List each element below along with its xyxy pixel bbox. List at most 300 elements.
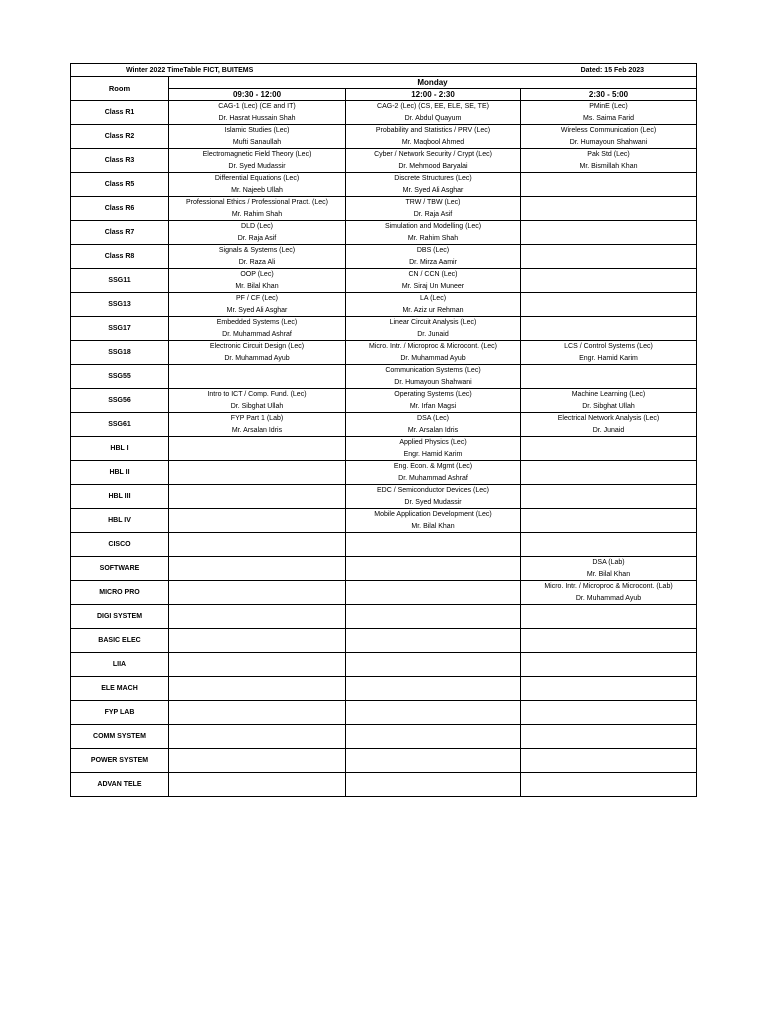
instructor-name: Mr. Bilal Khan (586, 570, 631, 578)
room-name: LIIA (71, 653, 169, 677)
slot-header-2: 12:00 - 2:30 (346, 89, 521, 101)
course-name: LCS / Control Systems (Lec) (564, 343, 653, 350)
instructor-name (521, 689, 696, 701)
course-name: Simulation and Modelling (Lec) (384, 223, 482, 230)
instructor-name (521, 617, 696, 629)
course-name: Professional Ethics / Professional Pract. (Lec) (185, 199, 328, 206)
room-name: SSG13 (71, 293, 169, 317)
course-name: TRW / TBW (Lec) (405, 199, 461, 206)
course-name (521, 293, 696, 305)
schedule-cell (169, 197, 346, 221)
instructor-name: Dr. Mirza Aamir (409, 258, 457, 266)
instructor-name: Mr. Arsalan Idris (407, 426, 459, 434)
instructor-name: Mufti Sanaullah (232, 138, 282, 146)
schedule-cell (169, 581, 346, 605)
table-row (71, 485, 697, 509)
table-row (71, 461, 697, 485)
schedule-cell (169, 341, 346, 365)
slot-header-3: 2:30 - 5:00 (521, 89, 697, 101)
room-column-header: Room (71, 77, 169, 101)
room-name: HBL II (71, 461, 169, 485)
day-header: Monday (169, 77, 697, 89)
schedule-cell (521, 413, 697, 437)
course-name (521, 365, 696, 377)
room-name: HBL I (71, 437, 169, 461)
instructor-name (169, 641, 345, 653)
schedule-cell (521, 269, 697, 293)
instructor-name (169, 713, 345, 725)
schedule-cell (346, 701, 521, 725)
instructor-name (169, 545, 345, 557)
course-name (169, 365, 345, 377)
course-name (169, 749, 345, 761)
instructor-name (521, 185, 696, 197)
instructor-name (521, 665, 696, 677)
schedule-cell (521, 749, 697, 773)
room-name: Class R8 (71, 245, 169, 269)
course-name: CAG-2 (Lec) (CS, EE, ELE, SE, TE) (377, 103, 489, 110)
table-row (71, 581, 697, 605)
room-name: HBL III (71, 485, 169, 509)
table-row (71, 653, 697, 677)
schedule-cell (169, 725, 346, 749)
schedule-cell (169, 293, 346, 317)
instructor-name (169, 497, 345, 509)
table-row (71, 677, 697, 701)
table-row (71, 509, 697, 533)
schedule-cell (169, 317, 346, 341)
instructor-name: Mr. Rahim Shah (231, 210, 283, 218)
instructor-name (169, 521, 345, 533)
table-row (71, 389, 697, 413)
room-name: Class R6 (71, 197, 169, 221)
instructor-name: Mr. Bilal Khan (411, 522, 455, 530)
course-name: Embedded Systems (Lec) (216, 319, 298, 326)
instructor-name (169, 449, 345, 461)
instructor-name: Mr. Aziz ur Rehman (402, 306, 464, 314)
room-name: SSG61 (71, 413, 169, 437)
schedule-cell (346, 317, 521, 341)
course-name: Cyber / Network Security / Crypt (Lec) (374, 151, 492, 158)
schedule-cell (169, 533, 346, 557)
course-name (169, 485, 345, 497)
course-name: DLD (Lec) (241, 223, 273, 230)
course-name: PF / CF (Lec) (235, 295, 278, 302)
schedule-cell (521, 629, 697, 653)
course-name (521, 173, 696, 185)
schedule-cell (169, 485, 346, 509)
instructor-name (521, 713, 696, 725)
instructor-name: Dr. Junaid (417, 330, 449, 338)
course-name (169, 533, 345, 545)
room-name: CISCO (71, 533, 169, 557)
course-name (521, 221, 696, 233)
slot-header-1: 09:30 - 12:00 (169, 89, 346, 101)
instructor-name (521, 497, 696, 509)
schedule-cell (521, 509, 697, 533)
schedule-cell (346, 101, 521, 125)
schedule-cell (169, 101, 346, 125)
schedule-cell (521, 653, 697, 677)
course-name: DBS (Lec) (416, 247, 450, 254)
course-name: Signals & Systems (Lec) (218, 247, 296, 254)
course-name: DSA (Lec) (417, 415, 449, 422)
instructor-name: Dr. Raja Asif (237, 234, 277, 242)
course-name: DSA (Lab) (592, 559, 625, 566)
table-row (71, 605, 697, 629)
timetable-sheet (70, 63, 696, 797)
schedule-cell (346, 413, 521, 437)
instructor-name: Dr. Muhammad Ayub (400, 354, 466, 362)
instructor-name (521, 233, 696, 245)
schedule-cell (169, 749, 346, 773)
schedule-cell (521, 485, 697, 509)
course-name (521, 509, 696, 521)
course-name: Wireless Communication (Lec) (560, 127, 657, 134)
instructor-name: Dr. Abdul Quayum (404, 114, 462, 122)
instructor-name (521, 641, 696, 653)
instructor-name: Mr. Bilal Khan (235, 282, 279, 290)
room-name: COMM SYSTEM (71, 725, 169, 749)
instructor-name: Dr. Muhammad Ashraf (398, 474, 468, 482)
instructor-name: Dr. Raza Ali (238, 258, 276, 266)
table-row (71, 101, 697, 125)
course-name (521, 245, 696, 257)
course-name (521, 749, 696, 761)
table-row (71, 701, 697, 725)
table-row (71, 437, 697, 461)
instructor-name (346, 665, 520, 677)
instructor-name: Dr. Sibghat Ullah (230, 402, 284, 410)
course-name: Discrete Structures (Lec) (394, 175, 472, 182)
instructor-name (169, 737, 345, 749)
course-name: Machine Learning (Lec) (571, 391, 646, 398)
room-name: SSG55 (71, 365, 169, 389)
room-name: POWER SYSTEM (71, 749, 169, 773)
course-name (521, 533, 696, 545)
course-name (521, 701, 696, 713)
schedule-cell (521, 725, 697, 749)
instructor-name (521, 329, 696, 341)
table-row (71, 125, 697, 149)
schedule-cell (346, 173, 521, 197)
instructor-name: Mr. Syed Ali Asghar (402, 186, 464, 194)
instructor-name (346, 713, 520, 725)
schedule-cell (346, 557, 521, 581)
schedule-cell (346, 125, 521, 149)
schedule-cell (521, 173, 697, 197)
room-name: SOFTWARE (71, 557, 169, 581)
course-name (169, 629, 345, 641)
instructor-name (169, 569, 345, 581)
instructor-name (521, 761, 696, 773)
instructor-name (521, 377, 696, 389)
course-name (346, 677, 520, 689)
schedule-cell (521, 701, 697, 725)
room-name: BASIC ELEC (71, 629, 169, 653)
instructor-name (346, 617, 520, 629)
table-row (71, 293, 697, 317)
course-name (346, 629, 520, 641)
instructor-name: Engr. Hamid Karim (403, 450, 463, 458)
instructor-name (346, 593, 520, 605)
schedule-cell (169, 701, 346, 725)
schedule-cell (521, 389, 697, 413)
instructor-name: Engr. Hamid Karim (579, 354, 638, 362)
schedule-cell (169, 245, 346, 269)
instructor-name (346, 569, 520, 581)
course-name (346, 773, 520, 785)
course-name (346, 557, 520, 569)
schedule-cell (346, 581, 521, 605)
table-row (71, 773, 697, 797)
room-name: Class R1 (71, 101, 169, 125)
schedule-cell (346, 653, 521, 677)
course-name: Electromagnetic Field Theory (Lec) (202, 151, 312, 158)
course-name (346, 581, 520, 593)
instructor-name: Mr. Irfan Magsi (409, 402, 457, 410)
schedule-cell (346, 341, 521, 365)
course-name (169, 461, 345, 473)
schedule-cell (169, 437, 346, 461)
instructor-name (521, 281, 696, 293)
table-row (71, 221, 697, 245)
course-name: Linear Circuit Analysis (Lec) (389, 319, 477, 326)
table-row (71, 269, 697, 293)
room-name: Class R7 (71, 221, 169, 245)
schedule-cell (169, 173, 346, 197)
room-name: Class R5 (71, 173, 169, 197)
instructor-name: Dr. Muhammad Ashraf (222, 330, 292, 338)
room-name: DIGI SYSTEM (71, 605, 169, 629)
instructor-name: Dr. Mehmood Baryalai (398, 162, 468, 170)
schedule-cell (346, 605, 521, 629)
course-name (346, 725, 520, 737)
schedule-cell (346, 365, 521, 389)
instructor-name: Mr. Arsalan Idris (231, 426, 283, 434)
course-name: Islamic Studies (Lec) (224, 127, 290, 134)
instructor-name: Dr. Humayoun Shahwani (569, 138, 648, 146)
schedule-cell (169, 461, 346, 485)
schedule-cell (521, 437, 697, 461)
timetable-date: Dated: 15 Feb 2023 (521, 64, 697, 77)
instructor-name (346, 641, 520, 653)
schedule-cell (346, 197, 521, 221)
course-name (346, 653, 520, 665)
table-row (71, 629, 697, 653)
course-name: Pak Std (Lec) (587, 151, 630, 158)
schedule-cell (346, 725, 521, 749)
table-row (71, 749, 697, 773)
schedule-cell (521, 293, 697, 317)
schedule-cell (521, 557, 697, 581)
instructor-name (521, 473, 696, 485)
instructor-name (169, 785, 345, 797)
schedule-cell (346, 629, 521, 653)
course-name (169, 773, 345, 785)
table-row (71, 317, 697, 341)
instructor-name (521, 737, 696, 749)
course-name (521, 629, 696, 641)
room-name: SSG56 (71, 389, 169, 413)
instructor-name (521, 257, 696, 269)
schedule-cell (346, 773, 521, 797)
schedule-cell (169, 269, 346, 293)
table-row (71, 149, 697, 173)
room-name: ELE MACH (71, 677, 169, 701)
schedule-cell (346, 533, 521, 557)
instructor-name (346, 761, 520, 773)
schedule-cell (169, 149, 346, 173)
course-name (346, 605, 520, 617)
instructor-name (521, 545, 696, 557)
room-name: Class R2 (71, 125, 169, 149)
course-name: Operating Systems (Lec) (394, 391, 472, 398)
instructor-name (521, 209, 696, 221)
instructor-name: Dr. Junaid (592, 426, 625, 434)
timetable-title: Winter 2022 TimeTable FICT, BUITEMS (71, 64, 521, 77)
course-name: Probability and Statistics / PRV (Lec) (375, 127, 491, 134)
schedule-cell (169, 629, 346, 653)
table-row (71, 533, 697, 557)
table-row (71, 557, 697, 581)
schedule-cell (169, 653, 346, 677)
instructor-name: Mr. Bismillah Khan (579, 162, 638, 170)
table-row (71, 725, 697, 749)
course-name (521, 269, 696, 281)
course-name (346, 701, 520, 713)
schedule-cell (521, 773, 697, 797)
table-row (71, 413, 697, 437)
schedule-cell (346, 149, 521, 173)
instructor-name (521, 449, 696, 461)
course-name: Micro. Intr. / Microproc & Microcont. (Lec) (369, 343, 497, 350)
instructor-name (521, 785, 696, 797)
course-name (521, 605, 696, 617)
schedule-cell (169, 557, 346, 581)
schedule-cell (346, 461, 521, 485)
course-name (169, 677, 345, 689)
schedule-cell (521, 317, 697, 341)
course-name (521, 197, 696, 209)
course-name (169, 605, 345, 617)
schedule-cell (521, 605, 697, 629)
instructor-name (169, 377, 345, 389)
instructor-name: Mr. Siraj Un Muneer (401, 282, 465, 290)
table-row (71, 197, 697, 221)
course-name (169, 725, 345, 737)
course-name: Eng. Econ. & Mgmt (Lec) (393, 463, 473, 470)
instructor-name: Dr. Sibghat Ullah (582, 402, 635, 410)
schedule-cell (521, 149, 697, 173)
instructor-name (169, 761, 345, 773)
course-name (346, 533, 520, 545)
room-name: SSG18 (71, 341, 169, 365)
instructor-name: Dr. Humayoun Shahwani (394, 378, 472, 386)
schedule-cell (521, 125, 697, 149)
schedule-cell (169, 773, 346, 797)
schedule-cell (521, 461, 697, 485)
schedule-cell (169, 221, 346, 245)
course-name: Micro. Intr. / Microproc & Microcont. (Lab) (544, 583, 673, 590)
schedule-cell (169, 509, 346, 533)
table-row (71, 245, 697, 269)
course-name (346, 749, 520, 761)
schedule-cell (521, 581, 697, 605)
course-name: Communication Systems (Lec) (385, 367, 481, 374)
schedule-cell (521, 677, 697, 701)
schedule-cell (346, 485, 521, 509)
instructor-name (169, 617, 345, 629)
schedule-cell (169, 413, 346, 437)
course-name (169, 653, 345, 665)
schedule-cell (521, 365, 697, 389)
instructor-name (521, 305, 696, 317)
instructor-name: Dr. Hasrat Hussain Shah (218, 114, 296, 122)
course-name (169, 581, 345, 593)
table-row (71, 365, 697, 389)
room-name: SSG17 (71, 317, 169, 341)
instructor-name (169, 473, 345, 485)
instructor-name (346, 689, 520, 701)
room-name: Class R3 (71, 149, 169, 173)
instructor-name: Dr. Muhammad Ayub (575, 594, 642, 602)
course-name: LA (Lec) (419, 295, 447, 302)
course-name: Electronic Circuit Design (Lec) (209, 343, 305, 350)
instructor-name (521, 521, 696, 533)
course-name (169, 509, 345, 521)
instructor-name: Mr. Rahim Shah (407, 234, 459, 242)
schedule-cell (346, 389, 521, 413)
instructor-name: Mr. Syed Ali Asghar (226, 306, 288, 314)
course-name: Applied Physics (Lec) (399, 439, 467, 446)
instructor-name: Ms. Saima Farid (583, 114, 634, 122)
schedule-cell (169, 125, 346, 149)
table-row (71, 173, 697, 197)
course-name: Electrical Network Analysis (Lec) (557, 415, 660, 422)
instructor-name: Dr. Raja Asif (413, 210, 453, 218)
timetable (70, 63, 697, 797)
instructor-name (346, 785, 520, 797)
schedule-cell (346, 749, 521, 773)
instructor-name (169, 593, 345, 605)
course-name (521, 677, 696, 689)
course-name: Intro to ICT / Comp. Fund. (Lec) (207, 391, 307, 398)
instructor-name (169, 665, 345, 677)
schedule-cell (346, 509, 521, 533)
room-name: ADVAN TELE (71, 773, 169, 797)
schedule-cell (169, 365, 346, 389)
course-name: CN / CCN (Lec) (408, 271, 458, 278)
schedule-cell (346, 221, 521, 245)
table-row (71, 341, 697, 365)
schedule-cell (346, 245, 521, 269)
instructor-name: Mr. Najeeb Ullah (231, 186, 283, 194)
course-name (169, 701, 345, 713)
schedule-cell (346, 677, 521, 701)
course-name: OOP (Lec) (240, 271, 274, 278)
schedule-cell (346, 293, 521, 317)
schedule-cell (346, 437, 521, 461)
course-name (521, 725, 696, 737)
room-name: MICRO PRO (71, 581, 169, 605)
course-name (521, 653, 696, 665)
course-name (521, 317, 696, 329)
room-name: SSG11 (71, 269, 169, 293)
schedule-cell (169, 389, 346, 413)
course-name (521, 773, 696, 785)
schedule-cell (521, 533, 697, 557)
